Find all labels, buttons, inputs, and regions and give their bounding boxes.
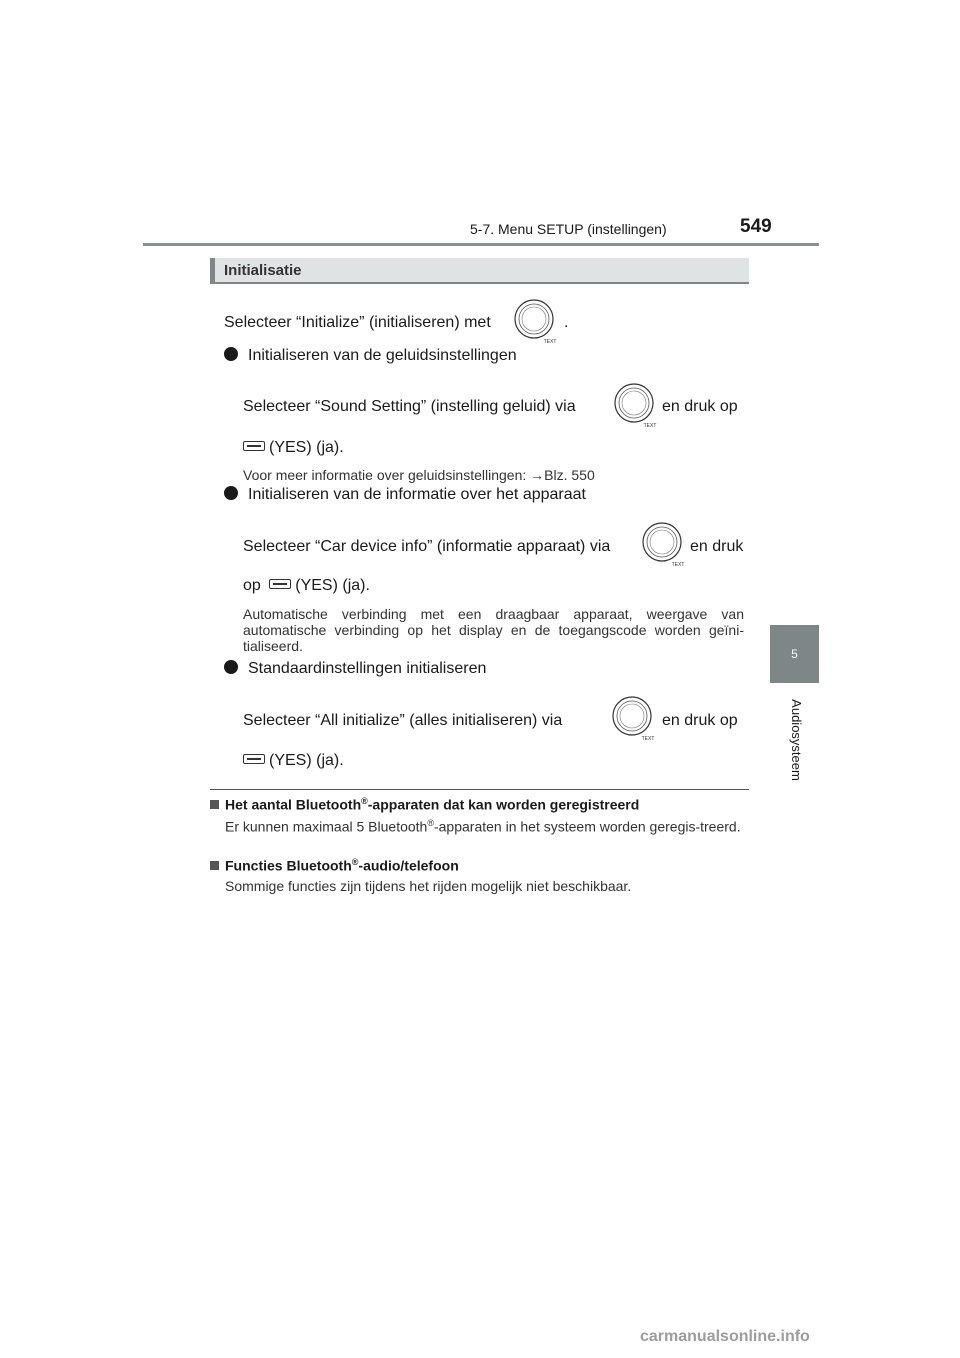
item3-line1-before-text: Selecteer “All initialize” (alles initialiseren) via: [243, 712, 563, 729]
yes-button-icon: [243, 441, 265, 451]
info-text-registration: [225, 815, 744, 836]
item1-line2: [243, 438, 344, 458]
chapter-number: 5: [791, 647, 798, 661]
bullet-dot-icon: [224, 486, 238, 500]
yes-button-icon: [243, 754, 265, 764]
section-accent: [210, 258, 215, 282]
watermark: carmanualsonline.info: [640, 1328, 810, 1345]
item3-line1-before: [243, 711, 562, 731]
bullet-dot-icon: [224, 660, 238, 674]
info-title-text-after: -apparaten dat kan worden geregistreerd: [367, 796, 640, 813]
registered-mark: ®: [361, 796, 368, 806]
item2-line2-text: (YES) (ja).: [295, 577, 370, 594]
info-title-registration: [210, 796, 639, 813]
section-title: Initialisatie: [224, 262, 302, 279]
page-number: 549: [740, 216, 772, 237]
item2-line1-after: en druk: [690, 538, 744, 555]
chapter-tab[interactable]: [770, 625, 819, 683]
item2-line1-before: [243, 537, 610, 557]
intro-text-before: Selecteer “Initialize” (initialiseren) met: [224, 314, 491, 331]
item2-note: Automatische verbinding met een draagbaar apparaat, weergave van automatische verbinding op het display en de toegangscode worden geïni-tialiseerd.: [243, 606, 744, 654]
section-divider: [210, 789, 749, 790]
item1-line1-after: en druk op: [662, 398, 738, 415]
tune-knob-icon: [608, 694, 656, 742]
tune-knob-icon: [638, 520, 686, 568]
header-section-title: 5-7. Menu SETUP (instellingen): [470, 221, 667, 237]
info-title-text-after: -audio/telefoon: [358, 857, 459, 874]
tune-knob-icon: [610, 381, 658, 429]
chapter-label: Audiosysteem: [789, 699, 804, 781]
bullet-text: Standaardinstellingen initialiseren: [248, 660, 487, 677]
info-title-text: Functies Bluetooth: [225, 857, 352, 874]
item1-line1-before: [243, 397, 599, 417]
info-text-functions: Sommige functies zijn tijdens het rijden mogelijk niet beschikbaar.: [225, 878, 632, 894]
bullet-dot-icon: [224, 347, 238, 361]
item3-line1-after: en druk op: [662, 712, 738, 729]
yes-button-icon: [269, 579, 291, 589]
bullet-item-device: [224, 486, 586, 504]
info-title-functions: [210, 857, 459, 874]
registered-mark: ®: [351, 857, 359, 867]
registered-mark: ®: [427, 818, 434, 828]
info-title-text: Het aantal Bluetooth: [225, 796, 362, 813]
info-text-after: -apparaten in het systeem worden geregis-treerd.: [433, 818, 741, 835]
square-bullet-icon: [210, 800, 219, 809]
tune-knob-icon: [510, 297, 558, 345]
bullet-text: Initialiseren van de geluidsinstellingen: [248, 347, 517, 364]
item1-note: Voor meer informatie over geluidsinstellingen: →Blz. 550: [243, 467, 595, 483]
info-text-before: Er kunnen maximaal 5 Bluetooth: [225, 818, 428, 835]
bullet-text: Initialiseren van de informatie over het apparaat: [248, 486, 586, 503]
item2-line2-prefix: op: [243, 577, 261, 594]
header-rule: [143, 243, 819, 246]
knob-label: TEXT: [543, 339, 557, 345]
knob-label: TEXT: [643, 423, 657, 429]
bullet-item-all: [224, 660, 486, 678]
square-bullet-icon: [210, 861, 219, 870]
knob-label: TEXT: [641, 736, 655, 742]
item1-line1-before-text: Selecteer “Sound Setting” (instelling geluid) via: [243, 398, 576, 415]
item3-line2-text: (YES) (ja).: [269, 752, 344, 769]
intro-text-after: .: [564, 314, 569, 331]
item2-line1-before-text: Selecteer “Car device info” (informatie apparaat) via: [243, 538, 611, 555]
intro-text: [224, 313, 491, 333]
knob-label: TEXT: [671, 562, 685, 568]
bullet-item-sound: [224, 347, 517, 365]
item3-line2: [243, 751, 344, 771]
item1-line2-text: (YES) (ja).: [269, 439, 344, 456]
section-heading: [210, 258, 749, 284]
item2-line2: [243, 576, 370, 596]
